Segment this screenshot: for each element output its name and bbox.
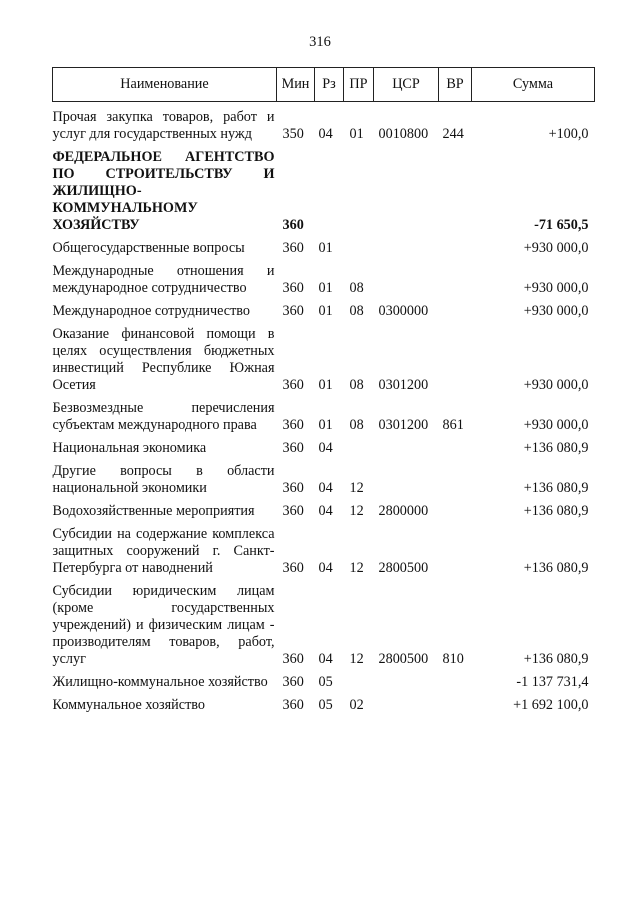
cell-csr: 0010800	[378, 126, 429, 142]
cell-csr	[374, 668, 439, 691]
cell-rz: 01	[318, 303, 333, 319]
cell-rz: 01	[318, 417, 333, 433]
cell-pr: 12	[349, 480, 364, 496]
cell-rz: 01	[318, 377, 333, 393]
cell-vr	[439, 520, 472, 577]
cell-min: 360	[282, 240, 304, 256]
cell-sum: +930 000,0	[523, 377, 589, 393]
cell-csr: 2800000	[378, 503, 429, 519]
cell-min: 360	[282, 217, 304, 233]
cell-rz: 04	[318, 440, 333, 456]
cell-csr: 0301200	[378, 417, 429, 433]
cell-name: Водохозяйственные мероприятия	[52, 503, 255, 519]
cell-min: 360	[282, 440, 304, 456]
budget-table	[52, 67, 595, 714]
table-row	[53, 520, 595, 577]
cell-pr: 12	[349, 560, 364, 576]
cell-rz: 05	[318, 697, 333, 713]
cell-csr	[374, 234, 439, 257]
cell-rz: 04	[318, 480, 333, 496]
cell-csr	[374, 257, 439, 297]
cell-sum: +100,0	[548, 126, 589, 142]
cell-vr	[439, 257, 472, 297]
cell-rz: 04	[318, 126, 333, 142]
cell-rz: 01	[318, 280, 333, 296]
table-row	[53, 257, 595, 297]
cell-name: Оказание финансовой помощи в целях осуществления бюджетных инвестиций Республике Южная Осетия	[52, 326, 275, 393]
cell-min: 360	[282, 503, 304, 519]
cell-csr	[374, 691, 439, 714]
cell-csr: 0300000	[378, 303, 429, 319]
cell-name: Безвозмездные перечисления субъектам международного права	[52, 400, 275, 433]
cell-rz	[315, 143, 344, 234]
cell-csr	[374, 434, 439, 457]
header-rz: Рз	[315, 68, 344, 102]
cell-min: 360	[282, 280, 304, 296]
cell-sum: +136 080,9	[523, 440, 589, 456]
cell-sum: -71 650,5	[534, 217, 589, 233]
cell-pr: 12	[349, 503, 364, 519]
table-row	[53, 691, 595, 714]
table-row	[53, 143, 595, 234]
cell-sum: +136 080,9	[523, 560, 589, 576]
cell-rz: 01	[318, 240, 333, 256]
cell-rz: 04	[318, 560, 333, 576]
cell-name: Коммунальное хозяйство	[52, 697, 205, 713]
cell-name: ФЕДЕРАЛЬНОЕ АГЕНТСТВО ПО СТРОИТЕЛЬСТВУ И ЖИЛИЩНО-КОММУНАЛЬНОМУ ХОЗЯЙСТВУ	[52, 149, 275, 233]
table-row	[53, 668, 595, 691]
cell-rz: 05	[318, 674, 333, 690]
cell-min: 360	[282, 674, 304, 690]
page-number: 316	[309, 34, 331, 50]
cell-sum: +1 692 100,0	[513, 697, 589, 713]
cell-pr: 12	[349, 651, 364, 667]
cell-vr	[439, 457, 472, 497]
cell-vr	[439, 434, 472, 457]
cell-pr: 08	[349, 377, 364, 393]
cell-vr	[439, 497, 472, 520]
cell-min: 360	[282, 377, 304, 393]
cell-sum: +930 000,0	[523, 417, 589, 433]
cell-min: 360	[282, 303, 304, 319]
cell-pr: 08	[349, 417, 364, 433]
cell-rz: 04	[318, 651, 333, 667]
cell-min: 360	[282, 417, 304, 433]
table-header	[53, 68, 595, 102]
cell-sum: +136 080,9	[523, 503, 589, 519]
cell-pr	[344, 668, 374, 691]
cell-min: 360	[282, 560, 304, 576]
header-csr: ЦСР	[374, 68, 439, 102]
table-row	[53, 102, 595, 144]
table-row	[53, 297, 595, 320]
table-row	[53, 497, 595, 520]
table-row	[53, 234, 595, 257]
cell-csr: 0301200	[378, 377, 429, 393]
cell-vr: 810	[442, 651, 464, 667]
cell-name: Общегосударственные вопросы	[52, 240, 245, 256]
cell-sum: +136 080,9	[523, 651, 589, 667]
header-vr: ВР	[439, 68, 472, 102]
cell-rz: 04	[318, 503, 333, 519]
cell-pr	[344, 434, 374, 457]
cell-sum: -1 137 731,4	[516, 674, 589, 690]
header-sum: Сумма	[472, 68, 595, 102]
header-name: Наименование	[53, 68, 277, 102]
cell-min: 360	[282, 480, 304, 496]
cell-sum: +930 000,0	[523, 240, 589, 256]
cell-csr: 2800500	[378, 560, 429, 576]
cell-name: Международное сотрудничество	[52, 303, 250, 319]
cell-name: Субсидии юридическим лицам (кроме государственных учреждений) и физическим лицам - производителям товаров, работ, услуг	[52, 583, 275, 667]
cell-vr	[439, 320, 472, 394]
table-row	[53, 457, 595, 497]
cell-pr	[344, 143, 374, 234]
cell-sum: +930 000,0	[523, 280, 589, 296]
cell-min: 360	[282, 651, 304, 667]
cell-sum: +930 000,0	[523, 303, 589, 319]
cell-vr	[439, 234, 472, 257]
cell-sum: +136 080,9	[523, 480, 589, 496]
header-pr: ПР	[344, 68, 374, 102]
cell-pr: 01	[349, 126, 364, 142]
cell-min: 360	[282, 697, 304, 713]
cell-name: Жилищно-коммунальное хозяйство	[52, 674, 268, 690]
cell-csr	[374, 143, 439, 234]
cell-vr	[439, 297, 472, 320]
table-row	[53, 577, 595, 668]
cell-name: Другие вопросы в области национальной экономики	[52, 463, 275, 496]
cell-csr	[374, 457, 439, 497]
table-row	[53, 394, 595, 434]
cell-pr	[344, 234, 374, 257]
cell-vr	[439, 668, 472, 691]
cell-name: Международные отношения и международное сотрудничество	[52, 263, 275, 296]
cell-min: 350	[282, 126, 304, 142]
cell-name: Национальная экономика	[52, 440, 207, 456]
table-row	[53, 434, 595, 457]
cell-vr	[439, 143, 472, 234]
table-row	[53, 320, 595, 394]
header-min: Мин	[277, 68, 315, 102]
cell-name: Субсидии на содержание комплекса защитных сооружений г. Санкт-Петербурга от наводнений	[52, 526, 275, 576]
cell-pr: 02	[349, 697, 364, 713]
cell-vr: 861	[442, 417, 464, 433]
cell-vr: 244	[442, 126, 464, 142]
cell-vr	[439, 691, 472, 714]
table-body	[53, 102, 595, 715]
cell-name: Прочая закупка товаров, работ и услуг для государственных нужд	[52, 109, 275, 142]
cell-csr: 2800500	[378, 651, 429, 667]
cell-pr: 08	[349, 303, 364, 319]
cell-pr: 08	[349, 280, 364, 296]
